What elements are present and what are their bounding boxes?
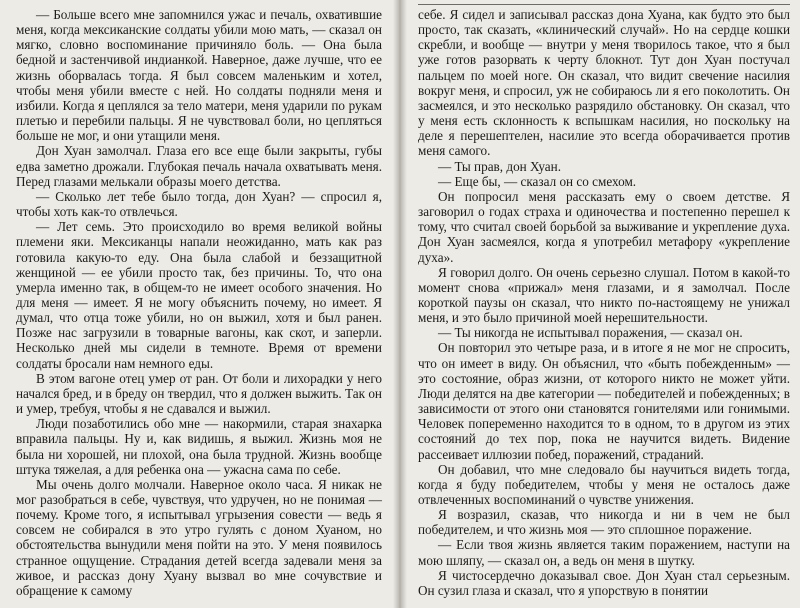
paragraph: Я чистосердечно доказывал свое. Дон Хуан стал серьезным. Он сузил глаза и сказал, что я упорствую в понятии	[418, 567, 790, 598]
left-page-text	[16, 7, 382, 598]
right-page	[404, 0, 800, 608]
paragraph: В этом вагоне отец умер от ран. От боли и лихорадки у него начался бред, и в бреду он твердил, что я должен выжить. Так он и умер, требуя, чтобы я не сдавался и выжил.	[16, 370, 382, 417]
left-page	[0, 0, 396, 608]
right-page-text	[418, 7, 790, 598]
paragraph: Он повторил это четыре раза, и в итоге я не мог не спросить, что он имеет в виду. Он объяснил, что «быть побежденным» — это состояние, образ жизни, от которого никто не может уйти. Люди делятся на две категории — победителей и побежденных; в зависимости от этого они становятся гонителями или гонимыми. Человек попеременно находится то в одном, то в другом из этих состояний до тех пор, пока не научится видеть. Видение рассеивает иллюзии побед, поражений, страданий.	[418, 340, 790, 462]
paragraph: — Еще бы, — сказал он со смехом.	[438, 173, 637, 189]
paragraph: — Сколько лет тебе было тогда, дон Хуан? — спросил я, чтобы хоть как-то отвлечься.	[16, 188, 382, 220]
paragraph: Люди позаботились обо мне — накормили, старая знахарка вправила пальцы. Ну и, как видишь, я выжил. Жизнь моя не была ни хорошей, ни плохой, она была трудной. Жизнь вообще штука тяжелая, а для ребенка она — ужасна сама по себе.	[16, 416, 382, 477]
paragraph: — Больше всего мне запомнился ужас и печаль, охватившие меня, когда мексиканские солдаты убили мою мать, — сказал он мягко, словно воспоминание причиняло боль. — Она была бедной и застенчивой индианкой. Наверное, даже лучше, что ее жизнь оборвалась тогда. Я был совсем маленьким и хотел, чтобы меня убили вместе с ней. Но солдаты подняли меня и избили. Когда я цеплялся за тело матери, меня ударили по рукам плетью и перебили пальцы. Я не чувствовал боли, но цепляться больше не мог, и они утащили меня.	[16, 7, 382, 144]
paragraph: — Лет семь. Это происходило во время великой войны племени яки. Мексиканцы напали неожиданно, мать как раз готовила какую-то еду. Она была слабой и беззащитной женщиной — ее убили просто так, без причины. То, что она умерла именно так, в общем-то не имеет особого значения. Но для меня — имеет. Я не могу объяснить почему, но имеет. Я думал, что отца тоже убили, но он выжил, хотя и был ранен. Позже нас загрузили в товарные вагоны, как скот, и заперли. Несколько дней мы сидели в темноте. Время от времени солдаты бросали нам немного еды.	[16, 219, 382, 371]
paragraph: Дон Хуан замолчал. Глаза его все еще были закрыты, губы едва заметно дрожали. Глубокая печаль начала охватывать меня. Перед глазами мелькали образы моего детства.	[16, 143, 382, 189]
paragraph: — Ты никогда не испытывал поражения, — сказал он.	[438, 325, 743, 341]
paragraph: Я возразил, сказав, что никогда и ни в чем не был победителем, и что жизнь моя — это сплошное поражение.	[418, 507, 790, 538]
paragraph: Мы очень долго молчали. Наверное около часа. Я никак не мог разобраться в себе, чувствуя, что удручен, но не понимая — почему. Кроме того, я испытывал угрызения совести — ведь я совсем не собирался в это утро гулять с доном Хуаном, но обстоятельства вынудили меня пойти на это. У меня появилось странное ощущение. Страдания детей всегда задевали меня за живое, и рассказ дону Хуану вызвал во мне сочувствие и обращение к самому	[16, 476, 382, 598]
paragraph: Я говорил долго. Он очень серьезно слушал. Потом в какой-то момент снова «прижал» меня глазами, и я замолчал. После короткой паузы он сказал, что никто по-настоящему не унижал меня, и это было причиной моей нерешительности.	[418, 264, 790, 326]
paragraph: Он попросил меня рассказать ему о своем детстве. Я заговорил о годах страха и одиночества и постепенно перешел к тому, что считал своей борьбой за выживание и укрепление духа. Дон Хуан засмеялся, когда я употребил метафору «укрепление духа».	[418, 188, 790, 265]
paragraph: — Если твоя жизнь является таким поражением, наступи на мою шляпу, — сказал он, а ведь он меня в шутку.	[418, 537, 790, 568]
paragraph: себе. Я сидел и записывал рассказ дона Хуана, как будто это был просто, так сказать, «клинический случай». Но на сердце кошки скребли, и вообще — внутри у меня творилось такое, что я был уже готов разорвать к черту блокнот. Тут дон Хуан постучал пальцем по моей ноге. Он сказал, что видит свечение насилия вокруг меня, и спросил, уж не собираюсь ли я его поколотить. Он засмеялся, и это несколько разрядило обстановку. Он сказал, что у меня есть склонность к вспышкам насилия, но поскольку на деле я перешептелен, насилие это всегда оборачивается против меня самого.	[418, 7, 790, 159]
paragraph: — Ты прав, дон Хуан.	[438, 158, 562, 174]
paragraph: Он добавил, что мне следовало бы научиться видеть тогда, когда я буду победителем, чтобы у меня не осталось даже отвлеченных воспоминаний о чувстве унижения.	[418, 461, 790, 507]
